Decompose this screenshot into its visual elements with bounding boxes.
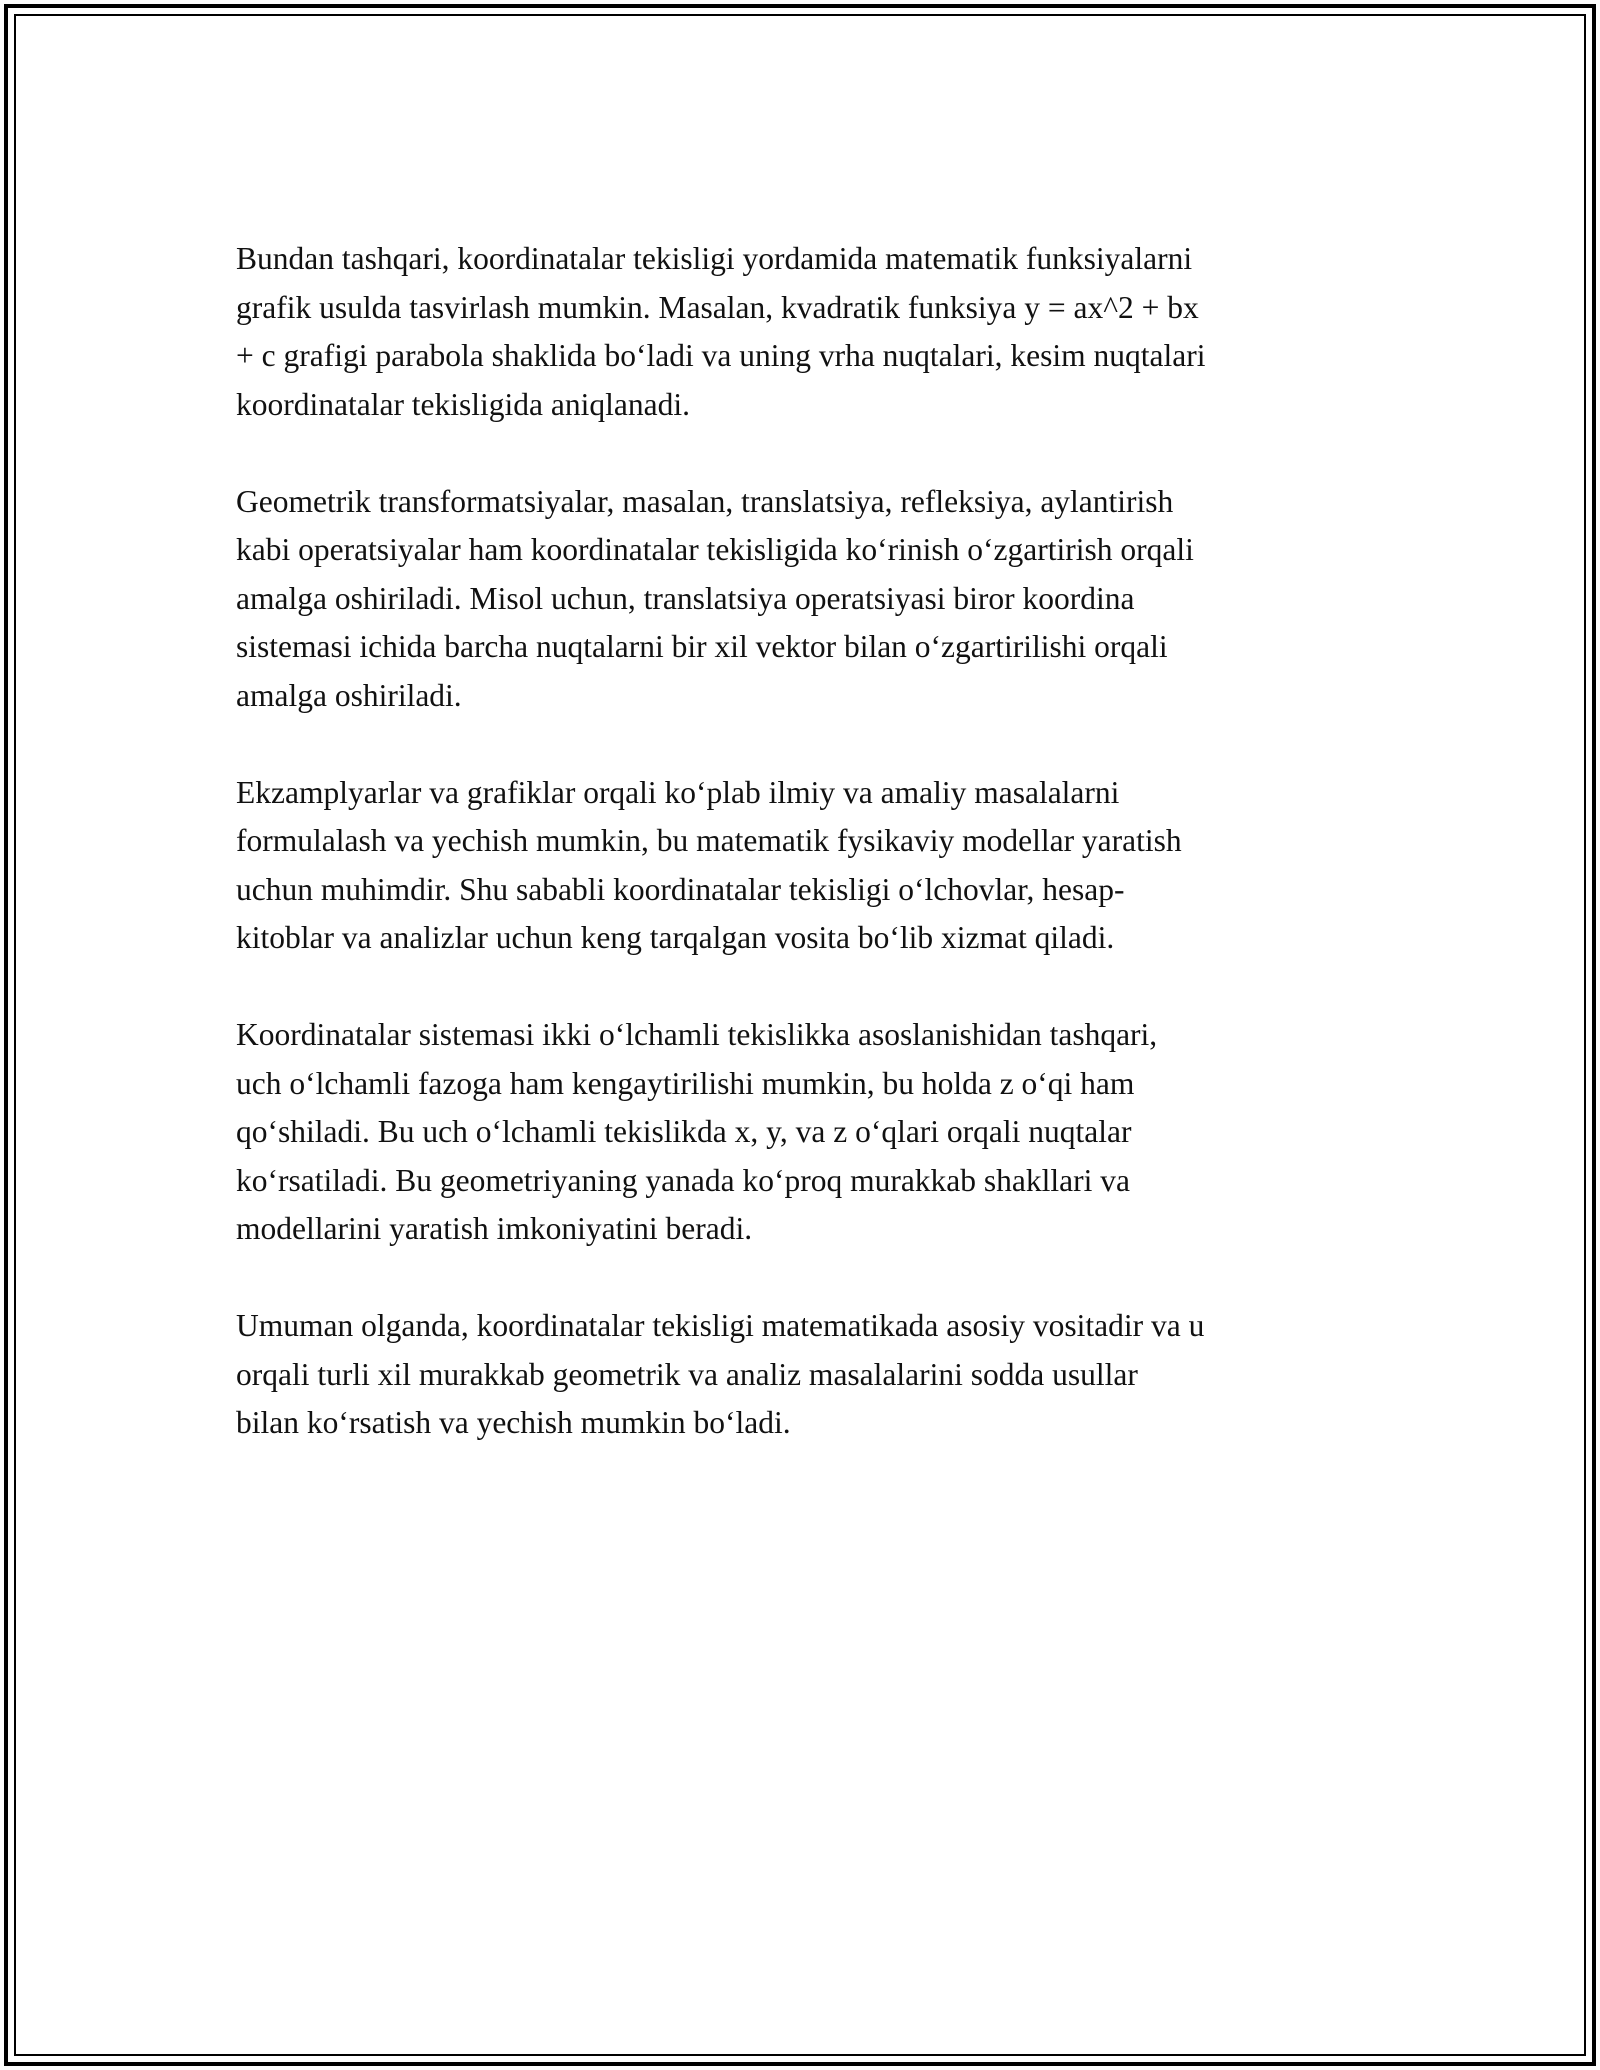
text-line: Ekzamplyarlar va grafiklar orqali ko‘plab ilmiy va amaliy masalalarni: [236, 774, 1120, 810]
text-line: amalga oshiriladi.: [236, 677, 462, 713]
text-line: kitoblar va analizlar uchun keng tarqalgan vosita bo‘lib xizmat qiladi.: [236, 920, 1115, 955]
text-line: kabi operatsiyalar ham koordinatalar tekisligida ko‘rinish o‘zgartirish orqali: [236, 532, 1194, 567]
text-line: Bundan tashqari, koordinatalar tekisligi yordamida matematik funksiyalarni: [236, 241, 1193, 276]
text-line: modellarini yaratish imkoniyatini beradi.: [236, 1211, 753, 1246]
text-line: koordinatalar tekisligida aniqlanadi.: [236, 386, 690, 422]
paragraph-geometric-transformations: [236, 478, 1386, 721]
text-line: Koordinatalar sistemasi ikki o‘lchamli tekislikka asoslanishidan tashqari,: [236, 1017, 1158, 1052]
text-line: qo‘shiladi. Bu uch o‘lchamli tekislikda x, y, va z o‘qlari orqali nuqtalar: [236, 1114, 1132, 1149]
text-line: orqali turli xil murakkab geometrik va analiz masalalarini sodda usullar: [236, 1356, 1138, 1392]
text-line: + c grafigi parabola shaklida bo‘ladi va uning vrha nuqtalari, kesim nuqtalari: [236, 338, 1206, 373]
paragraph-three-dimensional: [236, 1011, 1386, 1254]
document-body: [236, 235, 1386, 1496]
text-line: uchun muhimdir. Shu sababli koordinatalar tekisligi o‘lchovlar, hesap-: [236, 871, 1125, 907]
paragraph-examples-and-graphs: [236, 769, 1386, 963]
text-line: grafik usulda tasvirlash mumkin. Masalan, kvadratik funksiya y = ax^2 + bx: [236, 289, 1199, 325]
text-line: uch o‘lchamli fazoga ham kengaytirilishi mumkin, bu holda z o‘qi ham: [236, 1065, 1135, 1101]
paragraph-function-graphs: [236, 235, 1386, 429]
text-line: formulalash va yechish mumkin, bu matematik fysikaviy modellar yaratish: [236, 823, 1182, 858]
text-line: amalga oshiriladi. Misol uchun, translatsiya operatsiyasi biror koordina: [236, 580, 1135, 616]
text-line: ko‘rsatiladi. Bu geometriyaning yanada ko‘proq murakkab shakllari va: [236, 1162, 1130, 1198]
text-line: sistemasi ichida barcha nuqtalarni bir xil vektor bilan o‘zgartirilishi orqali: [236, 629, 1168, 664]
text-line: Geometrik transformatsiyalar, masalan, translatsiya, refleksiya, aylantirish: [236, 483, 1174, 519]
paragraph-conclusion: [236, 1302, 1386, 1448]
text-line: bilan ko‘rsatish va yechish mumkin bo‘ladi.: [236, 1405, 791, 1440]
text-line: Umuman olganda, koordinatalar tekisligi matematikada asosiy vositadir va u: [236, 1308, 1205, 1343]
